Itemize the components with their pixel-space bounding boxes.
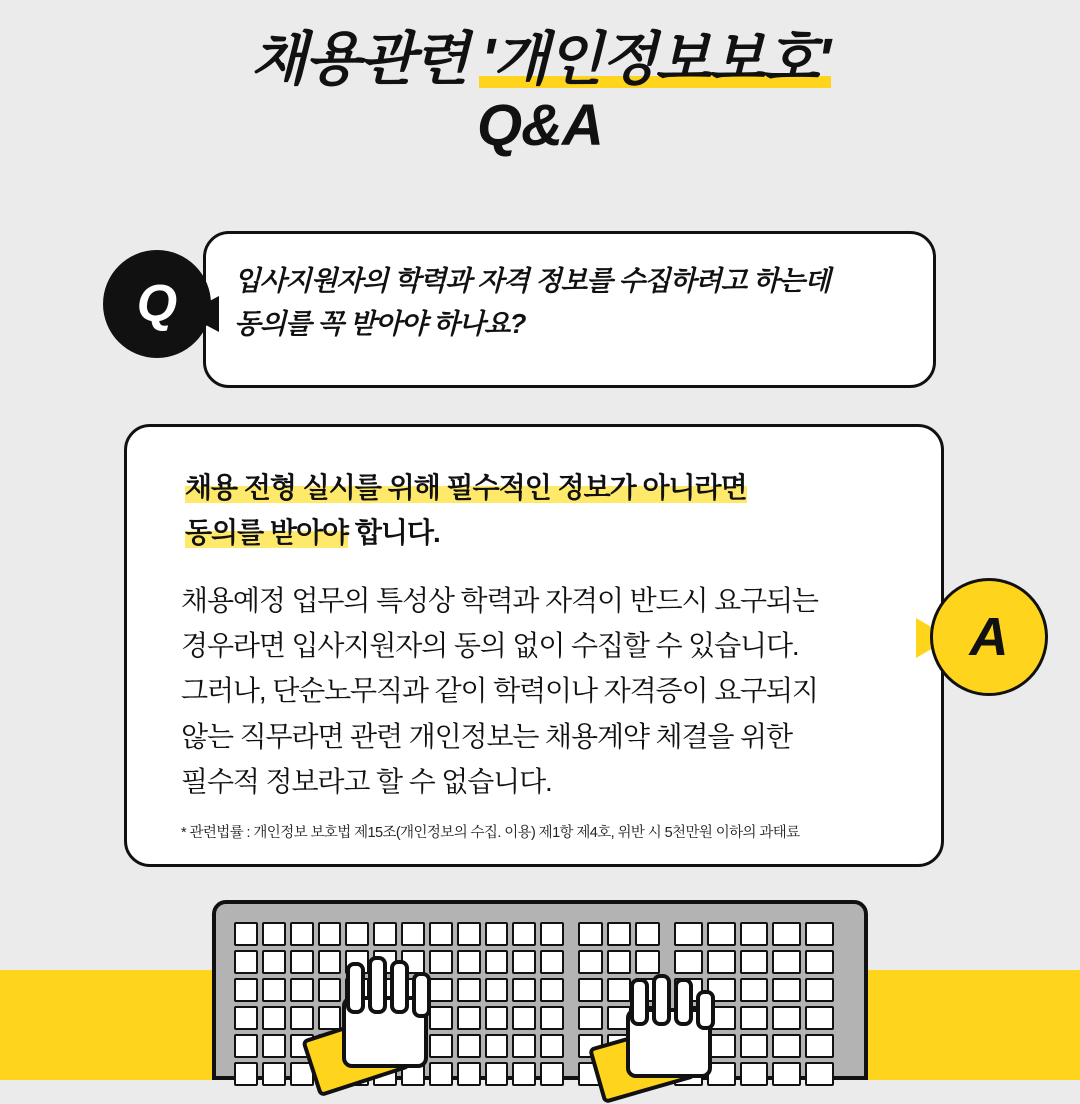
answer-body-line-1: 채용예정 업무의 특성상 학력과 자격이 반드시 요구되는 [181,584,818,616]
left-finger-3 [390,960,409,1014]
answer-lead-line-1: 채용 전형 실시를 위해 필수적인 정보가 아니라면 [185,472,747,503]
left-hand-icon [318,962,448,1082]
answer-lead-line-2-rest: 합니다. [348,517,440,549]
question-bubble [203,231,936,388]
question-badge-label: Q [136,275,178,333]
right-hand-icon [600,978,730,1082]
answer-badge [930,578,1048,696]
right-finger-1 [630,978,649,1026]
left-finger-1 [346,962,365,1014]
answer-legal-note: * 관련법률 : 개인정보 보호법 제15조(개인정보의 수집. 이용) 제1항 제4호, 위반 시 5천만원 이하의 과태료 [181,824,800,841]
title-line-1 [251,28,829,92]
right-finger-2 [652,974,671,1026]
question-text-line-1: 입사지원자의 학력과 자격 정보를 수집하려고 하는데 [234,265,830,296]
answer-body-line-2: 경우라면 입사지원자의 동의 없이 수집할 수 있습니다. [181,630,799,662]
page-title [0,28,1080,158]
right-finger-3 [674,978,693,1026]
left-finger-4 [412,972,431,1018]
title-highlight: '개인정보보호' [481,27,829,92]
answer-badge-label: A [969,607,1009,667]
answer-lead [185,465,897,556]
answer-body-line-4: 않는 직무라면 관련 개인정보는 채용계약 체결을 위한 [181,720,792,752]
left-finger-2 [368,956,387,1014]
answer-bubble [124,424,944,867]
answer-body-line-3: 그러나, 단순노무직과 같이 학력이나 자격증이 요구되지 [181,675,818,707]
answer-body-line-5: 필수적 정보라고 할 수 없습니다. [181,766,552,798]
question-badge [103,250,211,358]
question-text-line-2: 동의를 꼭 받아야 하나요? [234,307,526,339]
right-finger-4 [696,990,715,1030]
answer-body [181,578,897,805]
answer-lead-line-2-highlight: 동의를 받아야 [185,517,349,549]
title-line-2: Q&A [477,92,603,158]
title-prefix: 채용관련 [251,27,482,92]
